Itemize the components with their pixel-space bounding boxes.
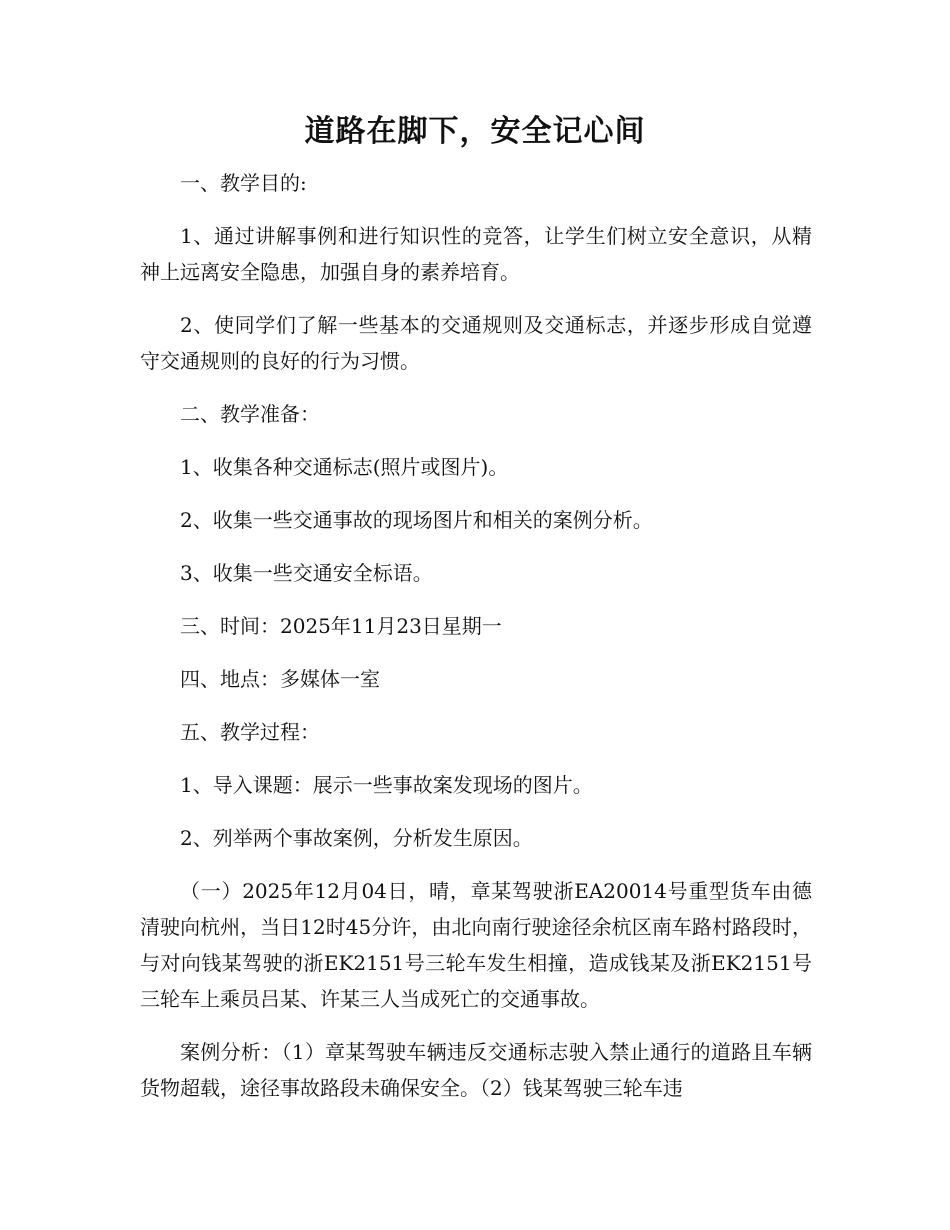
section-heading-preparation: 二、教学准备： [180,402,320,426]
document-title: 道路在脚下，安全记心间 [304,114,646,149]
paragraph-preparation-3: 3、收集一些交通安全标语。 [180,561,433,585]
paragraph-case-analysis: 案例分析：（1）章某驾驶车辆违反交通标志驶入禁止通行的道路且车辆货物超载，途径事故路段未确保安全。（2）钱某驾驶三轮车违 [140,1040,812,1100]
paragraph-case-1: （一）2025年12月04日，晴，章某驾驶浙EA20014号重型货车由德清驶向杭州，当日12时45分许，由北向南行驶途径余杭区南车路村路段时，与对向钱某驾驶的浙EK2151号三轮车发生相撞，造成钱某及浙EK2151号三轮车上乘员吕某、许某三人当成死亡的交通事故。 [140,879,812,1011]
paragraph-preparation-1: 1、收集各种交通标志(照片或图片)。 [180,455,509,479]
section-location: 四、地点：多媒体一室 [180,667,380,691]
paragraph-objective-2: 2、使同学们了解一些基本的交通规则及交通标志，并逐步形成自觉遵守交通规则的良好的行为习惯。 [140,313,812,373]
section-heading-process: 五、教学过程： [180,720,320,744]
paragraph-objective-1: 1、通过讲解事例和进行知识性的竞答，让学生们树立安全意识，从精神上远离安全隐患，加强自身的素养培育。 [140,224,812,284]
section-time: 三、时间：2025年11月23日星期一 [180,614,502,638]
paragraph-preparation-2: 2、收集一些交通事故的现场图片和相关的案例分析。 [180,508,653,532]
section-heading-objectives: 一、教学目的: [180,171,307,195]
paragraph-process-2: 2、列举两个事故案例，分析发生原因。 [180,826,533,850]
document-body [140,165,812,1123]
paragraph-process-1: 1、导入课题：展示一些事故案发现场的图片。 [180,773,593,797]
